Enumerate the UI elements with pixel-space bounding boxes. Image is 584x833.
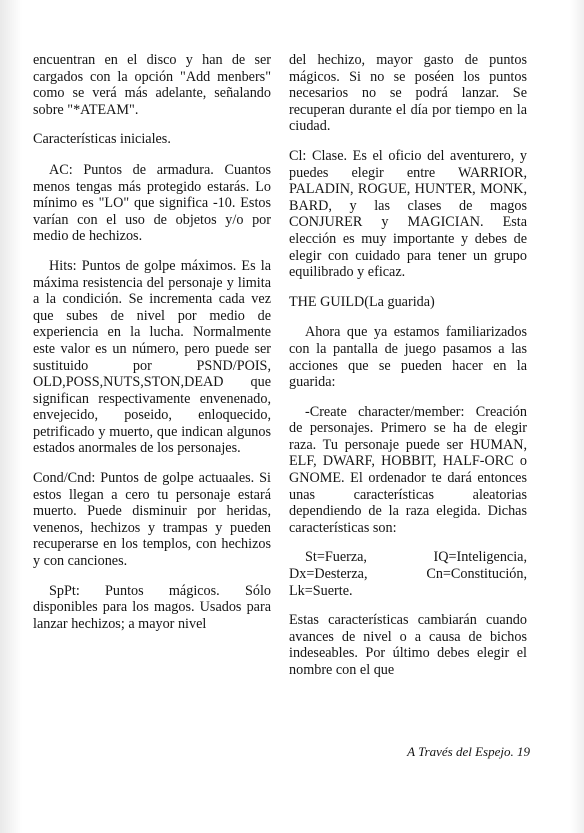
page-footer: A Través del Espejo. 19 [407, 744, 530, 759]
paragraph-hits: Hits: Puntos de golpe máximos. Es la máxima resistencia del personaje y limita a la condición. Se incrementa cada vez que subes de nivel por medio de experiencia en la lucha. Normalmente este valor es un número, pero puede ser sustituido por PSND/POIS, OLD,POSS,NUTS,STON,DEAD que significan respectivamente envenenado, envejecido, poseido, enloquecido, petrificado y muerto, que indican algunos estados anormales de los personajes. [33, 257, 271, 457]
paragraph-sppt: SpPt: Puntos mágicos. Sólo disponibles para los magos. Usados para lanzar hechizos; a mayor nivel [33, 582, 271, 632]
paragraph-spell-cost: del hechizo, mayor gasto de puntos mágicos. Si no se poséen los puntos necesarios no se podrá lanzar. Se recuperan durante el día por tiempo en la ciudad. [289, 52, 527, 135]
paragraph-create-character: -Create character/member: Creación de personajes. Primero se ha de elegir raza. Tu personaje puede ser HUMAN, ELF, DWARF, HOBBIT, HALF-ORC o GNOME. El ordenador te dará entonces unas características aleatorias dependiendo de la raza elegida. Dichas características son: [289, 403, 527, 536]
left-column [33, 52, 271, 632]
paragraph-ac: AC: Puntos de armadura. Cuantos menos tengas más protegido estarás. Lo mínimo es "LO" que significa -10. Estos varían con el uso de objetos y/o por medio de hechizos. [33, 161, 271, 245]
paragraph-class: Cl: Clase. Es el oficio del aventurero, y puedes elegir entre WARRIOR, PALADIN, ROGUE, HUNTER, MONK, BARD, y las clases de magos CONJURER y MAGICIAN. Esta elección es muy importante y debes de elegir con cuidado para tener un grupo equilibrado y eficaz. [289, 147, 527, 281]
paragraph-cond: Cond/Cnd: Puntos de golpe actuaales. Si estos llegan a cero tu personaje estará muerto. Puede disminuir por heridas, venenos, hechizos y trampas y pueden recuperarse en los templos, con hechizos y con canciones. [33, 470, 271, 570]
paragraph-disk-members: encuentran en el disco y han de ser cargados con la opción "Add menbers" como se verá más adelante, señalando sobre "*ATEAM". [33, 52, 271, 118]
paragraph-stats-change: Estas características cambiarán cuando avances de nivel o a causa de bichos indeseables. Por último debes elegir el nombre con el que [289, 612, 527, 678]
right-column [289, 52, 527, 679]
paragraph-stats-list: St=Fuerza, IQ=Inteligencia, Dx=Desterza, Cn=Constitución, Lk=Suerte. [289, 549, 527, 599]
paragraph-guild-intro: Ahora que ya estamos familiarizados con la pantalla de juego pasamos a las acciones que se pueden hacer en la guarida: [289, 324, 527, 391]
heading-the-guild: THE GUILD(La guarida) [289, 293, 435, 310]
heading-initial-characteristics: Características iniciales. [33, 131, 171, 148]
